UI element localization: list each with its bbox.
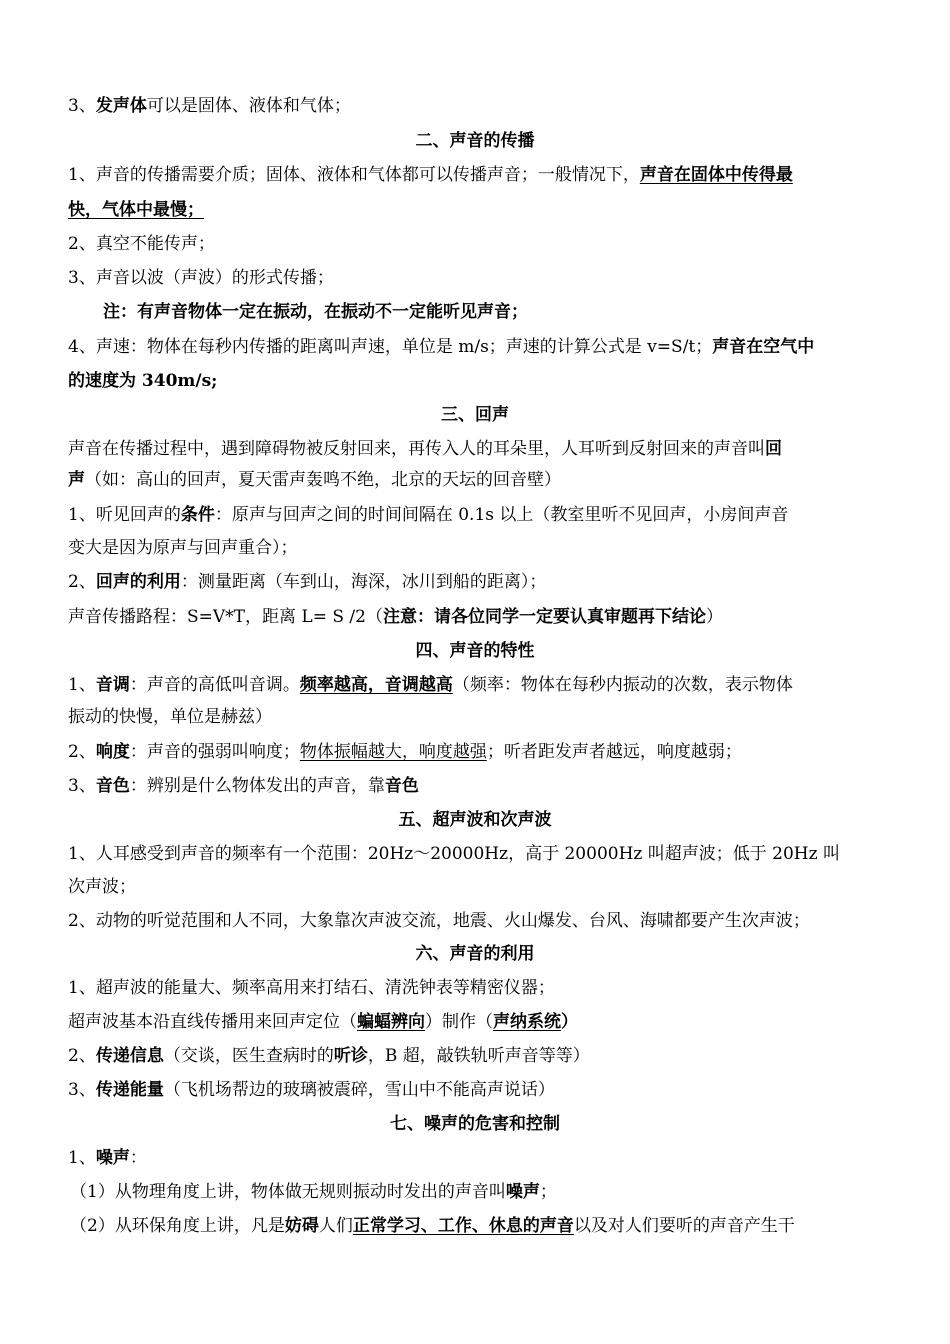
paragraph: 1、超声波的能量大、频率高用来打结石、清洗钟表等精密仪器； — [68, 978, 555, 998]
paragraph: 次声波； — [68, 877, 136, 897]
section-heading: 七、噪声的危害和控制 — [390, 1114, 560, 1134]
paragraph: 2、回声的利用：测量距离（车到山，海深，冰川到船的距离）； — [68, 572, 547, 592]
paragraph: 2、真空不能传声； — [68, 234, 215, 254]
paragraph: 3、音色：辨别是什么物体发出的声音，靠音色 — [68, 776, 419, 796]
section-heading: 三、回声 — [441, 405, 509, 425]
paragraph: 3、声音以波（声波）的形式传播； — [68, 268, 334, 288]
paragraph: 3、传递能量（飞机场帮边的玻璃被震碎，雪山中不能高声说话） — [68, 1080, 555, 1100]
note: 注：有声音物体一定在振动，在振动不一定能听见声音； — [103, 302, 528, 322]
paragraph: 1、听见回声的条件：原声与回声之间的时间间隔在 0.1s 以上（教室里听不见回声，小房间声音 — [68, 505, 789, 525]
paragraph: 声音在传播过程中，遇到障碍物被反射回来，再传入人的耳朵里，人耳听到反射回来的声音叫回 — [68, 439, 782, 459]
paragraph: 1、音调：声音的高低叫音调。频率越高，音调越高（频率：物体在每秒内振动的次数，表示物体 — [68, 675, 793, 695]
paragraph: 4、声速：物体在每秒内传播的距离叫声速，单位是 m/s；声速的计算公式是 v=S/t；声音在空气中 — [68, 337, 815, 357]
paragraph: 振动的快慢，单位是赫兹） — [68, 707, 272, 727]
paragraph: 声音传播路程：S=V*T，距离 L= S /2（注意：请各位同学一定要认真审题再下结论） — [68, 607, 723, 627]
section-heading: 五、超声波和次声波 — [398, 810, 552, 830]
paragraph: 2、动物的听觉范围和人不同，大象靠次声波交流，地震、火山爆发、台风、海啸都要产生次声波； — [68, 911, 810, 931]
paragraph: 2、传递信息（交谈，医生查病时的听诊，B 超，敲铁轨听声音等等） — [68, 1046, 590, 1066]
paragraph: 的速度为 340m/s; — [68, 371, 218, 391]
section-heading: 二、声音的传播 — [415, 131, 535, 151]
paragraph: 超声波基本沿直线传播用来回声定位（蝙蝠辨向）制作（声纳系统） — [68, 1012, 578, 1032]
paragraph: 变大是因为原声与回声重合）； — [68, 538, 298, 558]
paragraph: 1、噪声： — [68, 1148, 147, 1168]
section-heading: 四、声音的特性 — [415, 641, 535, 661]
paragraph: （2）从环保角度上讲，凡是妨碍人们正常学习、工作、休息的声音以及对人们要听的声音产生干 — [70, 1216, 795, 1236]
section-heading: 六、声音的利用 — [415, 944, 535, 964]
paragraph: 声（如：高山的回声，夏天雷声轰鸣不绝，北京的天坛的回音壁） — [68, 470, 561, 490]
paragraph: （1）从物理角度上讲，物体做无规则振动时发出的声音叫噪声； — [70, 1182, 557, 1202]
paragraph: 1、声音的传播需要介质；固体、液体和气体都可以传播声音；一般情况下，声音在固体中传得最 — [68, 165, 793, 185]
paragraph: 快，气体中最慢； — [68, 200, 204, 220]
paragraph: 2、响度：声音的强弱叫响度；物体振幅越大，响度越强；听者距发声者越远，响度越弱； — [68, 742, 742, 762]
paragraph: 1、人耳感受到声音的频率有一个范围：20Hz～20000Hz，高于 20000Hz 叫超声波；低于 20Hz 叫 — [68, 844, 840, 864]
paragraph: 3、发声体可以是固体、液体和气体； — [68, 96, 351, 116]
